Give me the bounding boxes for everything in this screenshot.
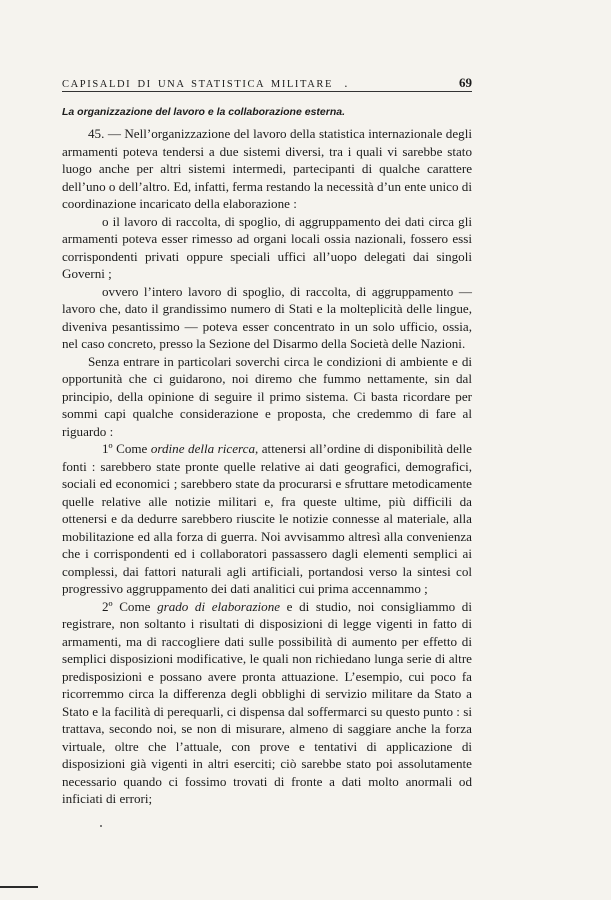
running-separator: . [344,77,348,90]
point-one-lead: 1º Come [102,441,151,456]
paragraph-point-one [62,440,472,598]
running-header [62,72,472,91]
section-heading: La organizzazione del lavoro e la collaborazione esterna. [62,106,345,118]
point-two-emphasis: grado di elaborazione [157,598,281,614]
point-one-emphasis: ordine della ricerca [150,441,255,456]
paragraph-option-two: ovvero l’intero lavoro di spoglio, di raccolta, di aggruppamento — lavoro che, dato il grandissimo numero di Stati e la molteplicità delle lingue, diveniva pesantissimo — poteva esser concentrato in un solo ufficio, ossia, nel caso concreto, presso la Sezione del Disarmo della Società delle Nazioni. [62,283,472,351]
body-text [62,104,472,808]
point-one-text: , attenersi all’ordine di disponibilità delle fonti : sarebbero state pronte quelle relative ai dati geografici, demografici, sociali ed economici ; sarebbero state da procurarsi e sfruttare metodicamente quelle relative alle notizie militari e, fra queste ultime, più difficili da ottenersi e da dedurre sarebbero riuscite le notizie connesse al materiale, alla mobilitazione ed alla forza di guerra. Noi avvisammo altresì alla convenienza che i corrispondenti ed i collaboratori passassero dagli elementi semplici ai complessi, dai fattori naturali agli artificiali, portandosi verso la sintesi col progressivo aggruppamento dei dati analitici cui prima accennammo ; [62,441,472,596]
point-two-text: e di studio, noi consigliammo di registrare, non soltanto i risultati di disposizioni di legge vigenti in fatto di armamenti, ma di raccogliere dati sulle possibilità di aumento per effetto di semplici disposizioni modificative, le quali non richiedano lunga serie di altre predisposizioni e possano avere pronta attuazione. L’esempio, cui poco fa ricorremmo circa la differenza degli obblighi di servizio militare da Stato a Stato e la facilità di perequarli, ci dispensa dal soffermarci su questo punto : si trattava, secondo noi, se non di misurare, almeno di saggiare anche la forza virtuale, oltre che l’attuale, con prove e tentativi di applicazione di disposizioni già vigenti in altri eserciti; ciò sarebbe stato poi assolutamente necessario quando ci fossimo trovati di fronte a dati molto anormali od inficiati di errori; [62,598,472,806]
paragraph-choice: Senza entrare in particolari soverchi circa le condizioni di ambiente e di opportunità che ci guidarono, noi diremo che fummo nettamente, sin dal principio, della opinione di seguire il primo sistema. Ci basta ricordare per sommi capi qualche considerazione e proposta, che credemmo di fare al riguardo : [62,353,472,439]
running-title: CAPISALDI DI UNA STATISTICA MILITARE [62,79,334,90]
paragraph-point-two [62,598,472,808]
paragraph-option-one: o il lavoro di raccolta, di spoglio, di aggruppamento dei dati circa gli armamenti poteva esser rimesso ad organi locali ossia nazionali, fossero essi corrispondenti privati oppure speciali uffici all’uopo delegati dai singoli Governi ; [62,213,472,281]
header-rule [62,91,472,92]
point-two-lead: 2º Come [102,598,158,614]
running-title-group [62,72,348,91]
paragraph-45: 45. — Nell’organizzazione del lavoro della statistica internazionale degli armamenti poteva tendersi a due sistemi diversi, tra i quali vi sarebbe stato luogo anche per altri sistemi intermedi, partecipanti di qualche carattere dell’uno o dell’altro. Ed, infatti, ferma restando la necessità d’un ente unico di coordinazione incaricato della elaborazione : [62,126,472,211]
scan-corner-mark [0,886,38,888]
page-number: 69 [459,75,472,90]
margin-speck [100,825,102,827]
